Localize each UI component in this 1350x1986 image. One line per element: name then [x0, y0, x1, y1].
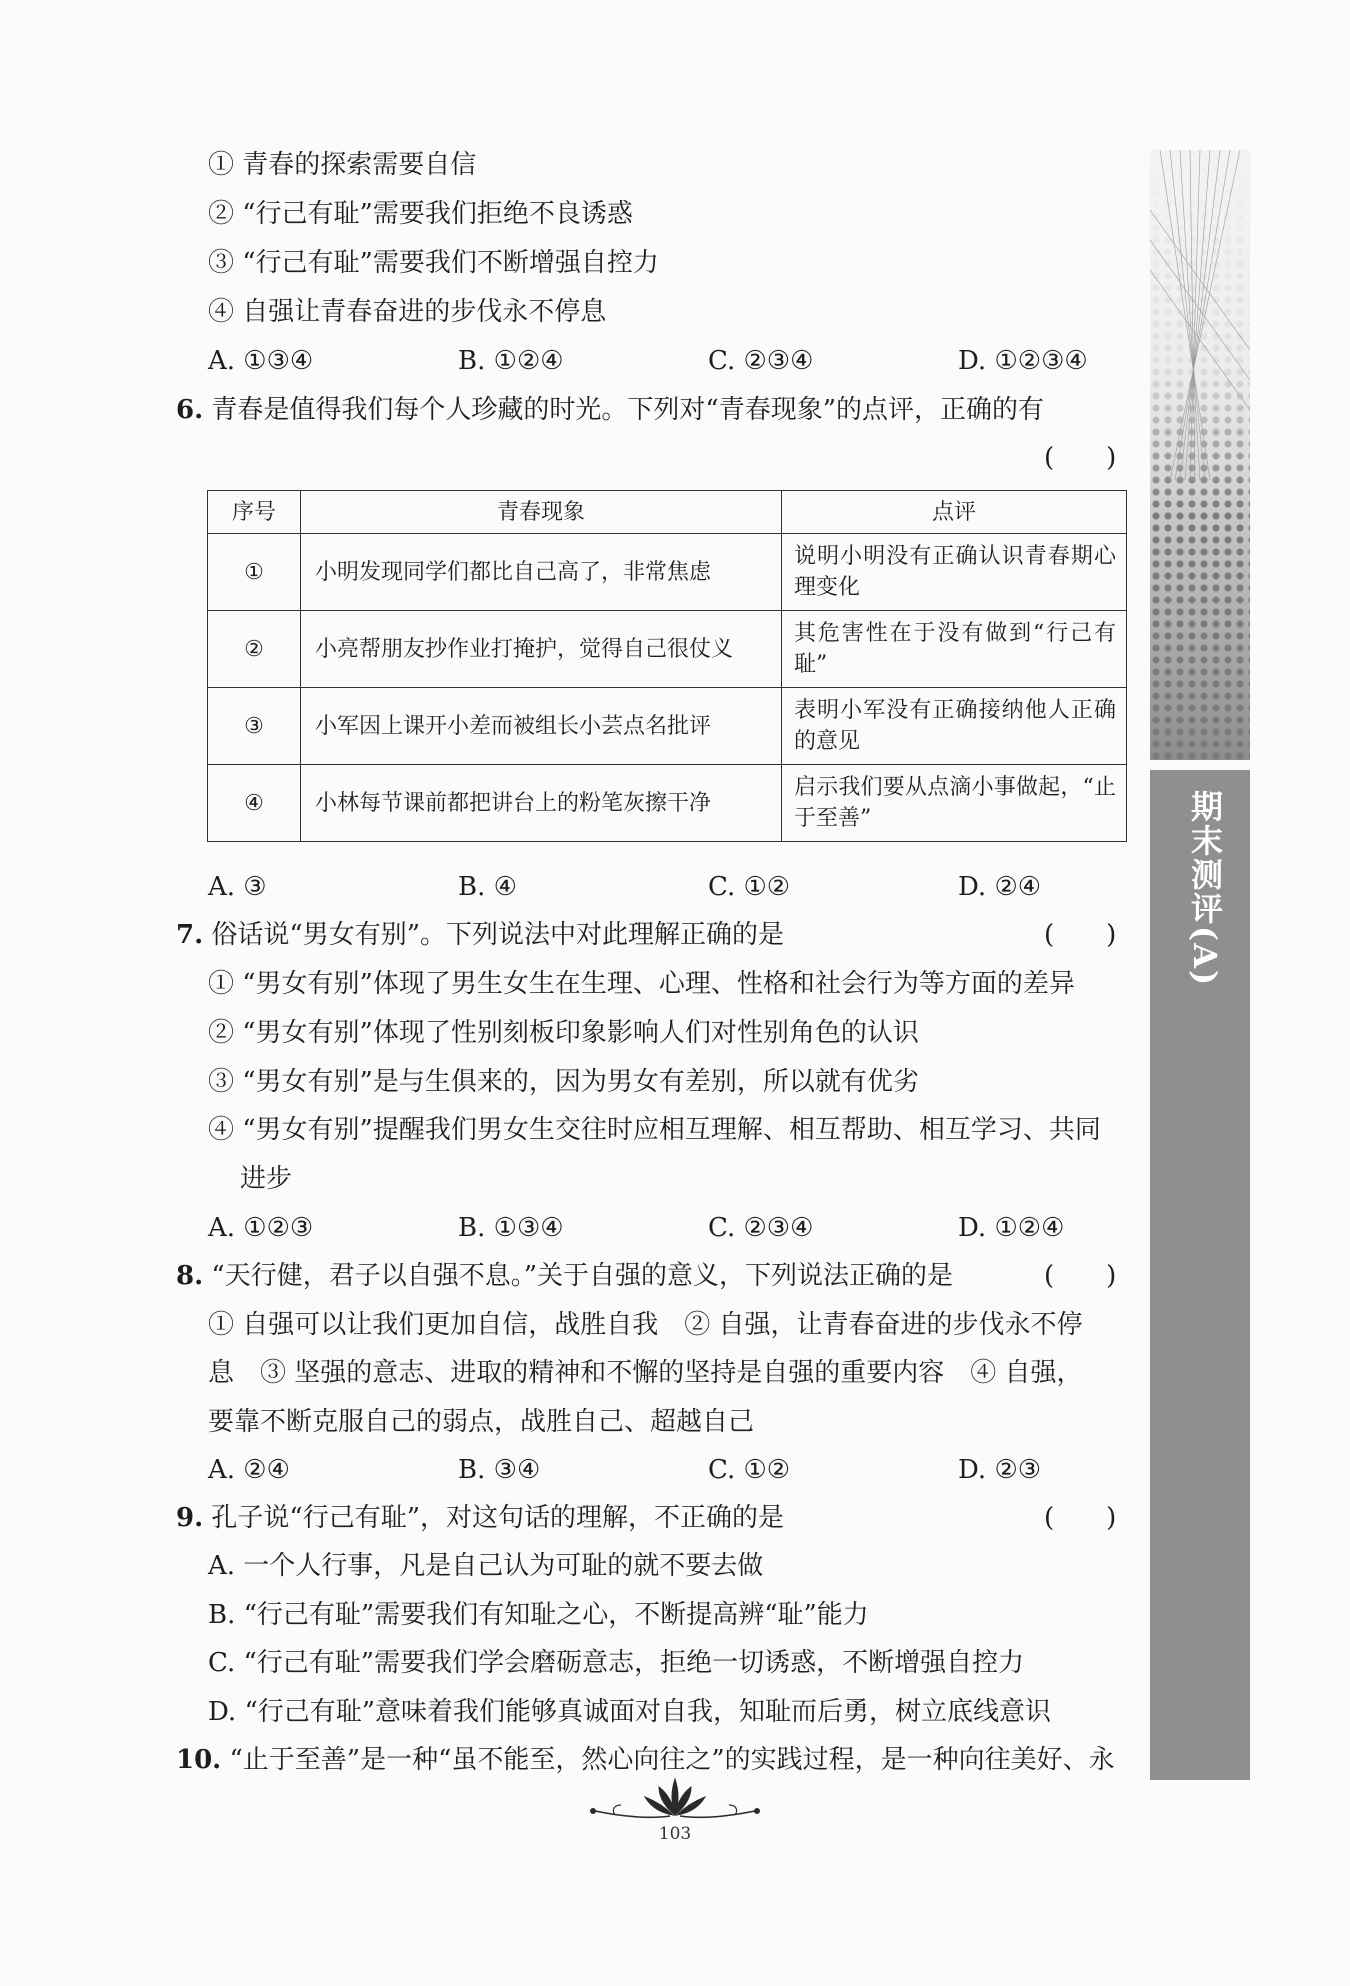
table-cell-no: ④ [208, 765, 301, 842]
q6-choice-b: B. ④ [458, 872, 517, 902]
q8-text: “天行健，君子以自强不息。”关于自强的意义，下列说法正确的是 [211, 1261, 954, 1291]
q5-choice-c: C. ②③④ [708, 346, 814, 376]
table-row [208, 688, 1127, 765]
floral-ornament-icon [575, 1775, 775, 1825]
q9-answer-bracket: ( ) [1044, 1503, 1117, 1533]
q6-stem [176, 393, 1044, 427]
table-header-comment: 点评 [782, 491, 1127, 534]
q5-item-3: ③ “行己有耻”需要我们不断增强自控力 [208, 248, 659, 278]
q7-choice-b: B. ①③④ [458, 1213, 564, 1243]
q7-item-2: ② “男女有别”体现了性别刻板印象影响人们对性别角色的认识 [208, 1018, 919, 1048]
q8-choice-a: A. ②④ [208, 1455, 290, 1485]
q5-choice-a: A. ①③④ [208, 346, 314, 376]
q6-answer-bracket: ( ) [1044, 443, 1117, 473]
side-strip-lines-decoration [1150, 150, 1250, 480]
table-cell-no: ② [208, 611, 301, 688]
q9-option-b: B. “行己有耻”需要我们有知耻之心，不断提高辨“耻”能力 [208, 1600, 869, 1630]
q6-choice-c: C. ①② [708, 872, 791, 902]
q6-choice-d: D. ②④ [958, 872, 1042, 902]
q9-option-c: C. “行己有耻”需要我们学会磨砺意志，拒绝一切诱惑，不断增强自控力 [208, 1648, 1025, 1678]
q5-item-2: ② “行己有耻”需要我们拒绝不良诱惑 [208, 199, 633, 229]
q8-line-3: 要靠不断克服自己的弱点，战胜自己、超越自己 [208, 1407, 755, 1437]
table-row [208, 611, 1127, 688]
q6-table [207, 490, 1127, 842]
q8-line-2: 息 ③ 坚强的意志、进取的精神和不懈的坚持是自强的重要内容 ④ 自强， [208, 1358, 1083, 1388]
page-number: 103 [658, 1824, 692, 1844]
table-header-no: 序号 [208, 491, 301, 534]
table-cell-comment: 说明小明没有正确认识青春期心理变化 [782, 534, 1127, 611]
q10-text: “止于至善”是一种“虽不能至，然心向往之”的实践过程，是一种向往美好、永 [229, 1745, 1115, 1775]
q10-number: 10. [176, 1745, 222, 1775]
q7-number: 7. [176, 920, 204, 950]
q8-choice-c: C. ①② [708, 1455, 791, 1485]
table-cell-comment: 表明小军没有正确接纳他人正确的意见 [782, 688, 1127, 765]
table-cell-phenomenon: 小军因上课开小差而被组长小芸点名批评 [301, 688, 782, 765]
q8-number: 8. [176, 1261, 204, 1291]
table-cell-comment: 启示我们要从点滴小事做起，“止于至善” [782, 765, 1127, 842]
q8-answer-bracket: ( ) [1044, 1261, 1117, 1291]
q7-item-4-continued: 进步 [240, 1164, 293, 1194]
table-header-phenomenon: 青春现象 [301, 491, 782, 534]
table-cell-phenomenon: 小亮帮朋友抄作业打掩护，觉得自己很仗义 [301, 611, 782, 688]
q5-choice-d: D. ①②③④ [958, 346, 1088, 376]
q7-answer-bracket: ( ) [1044, 920, 1117, 950]
table-cell-phenomenon: 小明发现同学们都比自己高了，非常焦虑 [301, 534, 782, 611]
table-cell-no: ③ [208, 688, 301, 765]
q5-choice-b: B. ①②④ [458, 346, 564, 376]
q7-item-1: ① “男女有别”体现了男生女生在生理、心理、性格和社会行为等方面的差异 [208, 969, 1075, 999]
q7-item-3: ③ “男女有别”是与生俱来的，因为男女有差别，所以就有优劣 [208, 1067, 919, 1097]
q7-stem [176, 918, 784, 952]
q8-stem [176, 1259, 953, 1293]
q9-text: 孔子说“行己有耻”，对这句话的理解，不正确的是 [211, 1503, 785, 1533]
table-cell-comment: 其危害性在于没有做到“行己有耻” [782, 611, 1127, 688]
q7-text: 俗话说“男女有别”。下列说法中对此理解正确的是 [211, 920, 785, 950]
q9-option-d: D. “行己有耻”意味着我们能够真诚面对自我，知耻而后勇，树立底线意识 [208, 1697, 1052, 1727]
q5-item-4: ④ 自强让青春奋进的步伐永不停息 [208, 297, 607, 327]
q7-choice-d: D. ①②④ [958, 1213, 1065, 1243]
q7-choice-c: C. ②③④ [708, 1213, 814, 1243]
q8-line-1: ① 自强可以让我们更加自信，战胜自我 ② 自强，让青春奋进的步伐永不停 [208, 1310, 1083, 1340]
q9-number: 9. [176, 1503, 204, 1533]
table-header-row [208, 491, 1127, 534]
q9-option-a: A. 一个人行事，凡是自己认为可耻的就不要去做 [208, 1551, 764, 1581]
q5-item-1: ① 青春的探索需要自信 [208, 150, 477, 180]
q6-choice-a: A. ③ [208, 872, 267, 902]
q8-choice-b: B. ③④ [458, 1455, 541, 1485]
section-label: 期末测评(A) [1186, 790, 1224, 988]
table-cell-no: ① [208, 534, 301, 611]
q7-choice-a: A. ①②③ [208, 1213, 314, 1243]
q6-number: 6. [176, 395, 204, 425]
table-cell-phenomenon: 小林每节课前都把讲台上的粉笔灰擦干净 [301, 765, 782, 842]
q7-item-4: ④ “男女有别”提醒我们男女生交往时应相互理解、相互帮助、相互学习、共同 [208, 1115, 1101, 1145]
q6-text: 青春是值得我们每个人珍藏的时光。下列对“青春现象”的点评，正确的有 [211, 395, 1045, 425]
q9-stem [176, 1501, 784, 1535]
q10-stem [176, 1743, 1115, 1777]
q8-choice-d: D. ②③ [958, 1455, 1042, 1485]
table-row [208, 534, 1127, 611]
table-row [208, 765, 1127, 842]
